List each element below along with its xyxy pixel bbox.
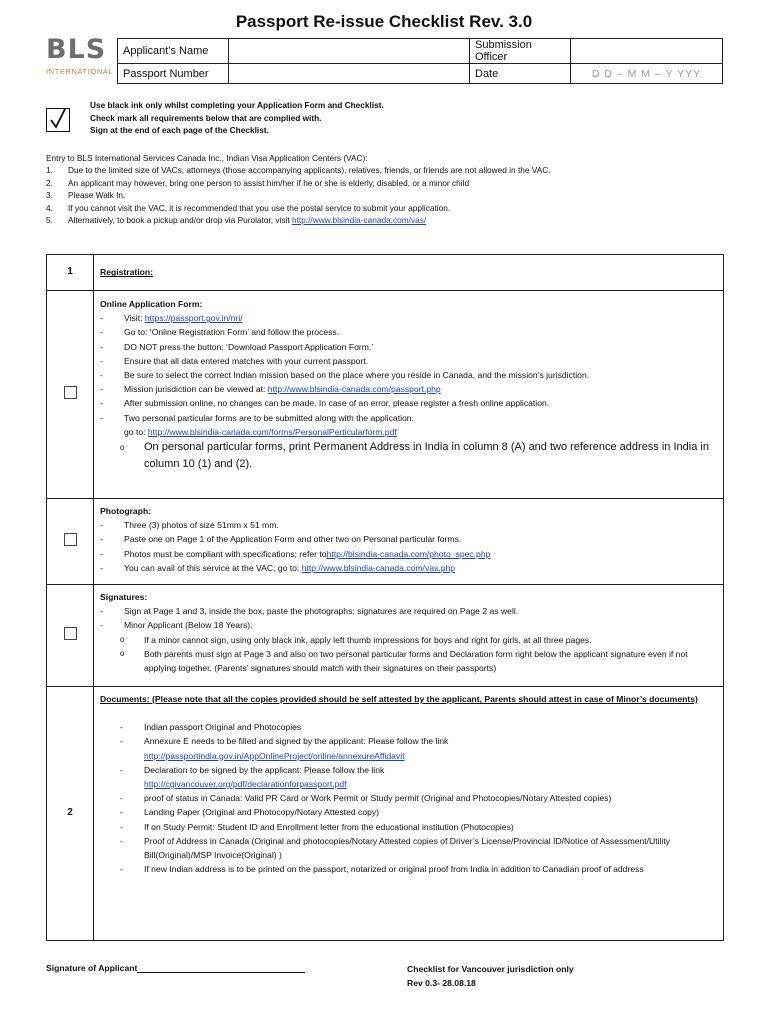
passport-number-field[interactable] [229, 64, 470, 84]
entry-item: 3. Please Walk In. [46, 190, 126, 201]
page-title: Passport Re-issue Checklist Rev. 3.0 [235, 12, 533, 31]
declaration-link[interactable]: http://cgivancouver.org/pdf/declarationforpassport.pdf [144, 779, 347, 790]
passport-gov-link[interactable]: https://passport.gov.in/nri/ [144, 313, 243, 324]
logo-brand: BLS [46, 34, 107, 65]
entry-heading: Entry to BLS International Services Canada Inc., Indian Visa Application Centers (VAC): [46, 153, 368, 163]
list-item: - Annexure E needs to be filled and signed by the applicant: Please follow the link http://passportindia.gov.in/AppOnlineProject/online/annexureAffidavit [120, 734, 717, 762]
entry-item: 4. If you cannot visit the VAC, it is recommended that you use the postal service to submit your application. [46, 202, 451, 213]
section-number: 1 [47, 255, 94, 291]
list-item: o On personal particular forms, print Permanent Address in India in column 8 (A) and two reference address in India in column 10 (1) and (2). [120, 439, 717, 473]
online-form-heading: Online Application Form: [100, 299, 203, 309]
online-form-checkbox[interactable] [64, 386, 77, 399]
documents-heading: Documents: (Please note that all the copies provided should be self attested by the applicant, Parents should attest in case of Minor’s documents) [100, 694, 698, 704]
registration-heading: Registration: [100, 267, 153, 278]
list-item: - Indian passport Original and Photocopies [120, 720, 717, 734]
signatures-heading: Signatures: [100, 592, 148, 602]
list-item: o If a minor cannot sign, using only black ink, apply left thumb impressions for boys and right for girls, at all three pages. [120, 633, 717, 647]
list-item: - After submission online, no changes can be made. In case of an error, please register a fresh online application. [100, 396, 717, 410]
signature-label: Signature of Applicant [46, 963, 138, 973]
instructions-block [90, 99, 384, 137]
personal-form-link[interactable]: http://www.blsindia-canada.com/forms/PersonalPerticularform.pdf [147, 426, 397, 437]
submission-officer-field[interactable] [571, 39, 723, 64]
passport-number-label: Passport Number [118, 64, 229, 84]
list-item: - Visit: https://passport.gov.in/nri/ [100, 311, 717, 325]
signatures-checkbox[interactable] [64, 627, 77, 640]
checkmark-box-icon [46, 108, 70, 132]
applicant-header-table [117, 38, 723, 84]
entry-item: 2. An applicant may however, bring one person to assist him/her if he or she is elderly, disabled, or a minor child [46, 177, 470, 188]
list-item: - You can avail of this service at the VAC; go to: http://www.blsindia-canada.com/vas.php [100, 561, 717, 575]
list-item: - Declaration to be signed by the applicant: Please follow the link http://cgivancouver.org/pdf/declarationforpassport.pdf [120, 763, 717, 791]
list-item: - Proof of Address in Canada (Original and photocopies/Notary Attested copies of Driver’s License/Provincial ID/Notice of Assessment/Utility Bill(Original)/MSP Invoice(Original) ) [120, 834, 717, 862]
instruction-line: Check mark all requirements below that are complied with. [90, 112, 322, 123]
annexure-link[interactable]: http://passportindia.gov.in/AppOnlineProject/online/annexureAffidavit [144, 750, 405, 761]
list-item: - Paste one on Page 1 of the Application Form and other two on Personal particular forms. [100, 532, 717, 546]
list-item: - Go to: ‘Online Registration Form’ and follow the process. [100, 325, 717, 339]
instruction-line: Use black ink only whilst completing your Application Form and Checklist. [90, 100, 384, 110]
list-item: - Photos must be compliant with specifications; refer tohttp://blsindia-canada.com/photo_spec.php [100, 547, 717, 561]
checkmark-icon [47, 109, 69, 131]
list-item: o Both parents must sign at Page 3 and also on two personal particular forms and Declaration form right below the applicant signature even if not applying together. (Parents’ signatures should match with their signatures on their passports) [120, 647, 717, 675]
list-item: - proof of status in Canada: Valid PR Card or Work Permit or Study permit (Original and Photocopies/Notary Attested copies) [120, 791, 717, 805]
entry-rules-block [46, 152, 551, 226]
list-item: - Minor Applicant (Below 18 Years): [100, 618, 717, 632]
entry-item: 1. Due to the limited size of VACs, attorneys (those accompanying applicants), relatives, friends, or friends are not allowed in the VAC. [46, 165, 551, 176]
signature-line[interactable] [137, 962, 305, 973]
signature-footer [46, 962, 305, 973]
applicant-name-field[interactable] [229, 39, 470, 64]
revision-label: Rev 0.3- 28.08.18 [407, 978, 476, 988]
revision-footer [407, 962, 574, 990]
photo-spec-link[interactable]: http://blsindia-canada.com/photo_spec.php [326, 548, 491, 559]
list-item: - If on Study Permit: Student ID and Enrollment letter from the educational institution (Photocopies) [120, 820, 717, 834]
photograph-heading: Photograph: [100, 506, 152, 516]
list-item: - Mission jurisdiction can be viewed at: http://www.blsindia-canada.com/passport.php [100, 382, 717, 396]
date-field[interactable]: D D – M M – Y YYY [571, 64, 723, 84]
mission-link[interactable]: http://www.blsindia-canada.com/passport.php [267, 384, 441, 395]
entry-item: 5. Alternatively, to book a pickup and/or drop via Purolator, visit http://www.blsindia-canada.com/vas/ [46, 215, 427, 226]
jurisdiction-note: Checklist for Vancouver jurisdiction only [407, 964, 574, 974]
list-item: - Sign at Page 1 and 3, inside the box, paste the photographs; signatures are required on Page 2 as well. [100, 604, 717, 618]
date-label: Date [470, 64, 571, 84]
checklist-table: 1 Registration: Online Application Form: - Visit: https://passport.gov.in/nri/ - Go to: ‘Online Registration Form’ and follow the process. - DO NOT press the button: ‘Download Passport Application Form.’ - Ensure that all data entered matches with your current passport. - Be sure to select the correct Indian mission based on the place where you reside in Canada, and the mission’s jurisdiction. - Mission jurisdiction can be viewed at: http://www.blsindia-canada.com/passport.php - After submission online, no changes can be made. In case of an error, please register a fresh online application. - Two personal particular forms are to be submitted along with the application. go to: http://www.blsindia-canada.com/forms/PersonalPerticularform.pdf o On personal particular forms, print Permanent Address in India in column 8 (A) and two reference address in India in column 10 (1) and (2). Photograph: - Three (3) photos of size 51mm x 51 mm. - Paste one on Page 1 of the Application Form and other two on Personal particular forms. - Photos must be compliant with specifications; refer tohttp://blsindia-canada.com/photo_spec.php - You can avail of this service at the VAC; go to: http://www.blsindia-canada.com/vas.php Signatures: - Sign at Page 1 and 3, inside the box, paste the photographs; signatures are required on Page 2 as well. - Minor Applicant (Below 18 Years): o If a minor cannot sign, using only black ink, apply left thumb impressions for boys and right for girls, at all three pages. o Both parents must sign at Page 3 and also on two personal particular forms and Declaration form right below the applicant signature even if not applying together. (Parents’ signatures should match with their signatures on their passports) 2 Documents: (Please note that all the copies provided should be self attested by the applicant, Parents should attest in case of Minor’s documents) - Indian passport Original and Photocopies - Annexure E needs to be filled and signed by the applicant: Please follow the link http://passportindia.gov.in/AppOnlineProject/online/annexureAffidavit - Declaration to be signed by the applicant: Please follow the link http://cgivancouver.org/pdf/declarationforpassport.pdf - proof of status in Canada: Valid PR Card or Work Permit or Study permit (Original and Photocopies/Notary Attested copies) - Landing Paper (Original and Photocopy/Notary Attested copy) - If on Study Permit: Student ID and Enrollment letter from the educational institution (Photocopies) - Proof of Address in Canada (Original and photocopies/Notary Attested copies of Driver’s License/Provincial ID/Notice of Assessment/Utility Bill(Original)/MSP Invoice(Original) ) - If new Indian address is to be printed on the passport, notarized or original proof from India in addition to Canadian proof of address [46, 254, 724, 941]
purolator-link[interactable]: http://www.blsindia-canada.com/vas/ [291, 215, 427, 226]
submission-officer-label: Submission Officer [470, 39, 571, 64]
logo-subtitle: INTERNATIONAL [46, 67, 114, 76]
photograph-checkbox[interactable] [64, 533, 77, 546]
section-number: 2 [47, 687, 94, 941]
instruction-line: Sign at the end of each page of the Checklist. [90, 125, 269, 136]
list-item: - Landing Paper (Original and Photocopy/Notary Attested copy) [120, 805, 717, 819]
list-item: - Two personal particular forms are to be submitted along with the application. [100, 411, 717, 425]
vas-link[interactable]: http://www.blsindia-canada.com/vas.php [301, 562, 456, 573]
applicant-name-label: Applicant’s Name [118, 39, 229, 64]
list-item: - Ensure that all data entered matches with your current passport. [100, 354, 717, 368]
list-item: - Three (3) photos of size 51mm x 51 mm. [100, 518, 717, 532]
list-item: - If new Indian address is to be printed on the passport, notarized or original proof from India in addition to Canadian proof of address [120, 862, 717, 876]
list-item: - DO NOT press the button: ‘Download Passport Application Form.’ [100, 340, 717, 354]
list-item: - Be sure to select the correct Indian mission based on the place where you reside in Canada, and the mission’s jurisdiction. [100, 368, 717, 382]
bls-logo [46, 34, 114, 83]
